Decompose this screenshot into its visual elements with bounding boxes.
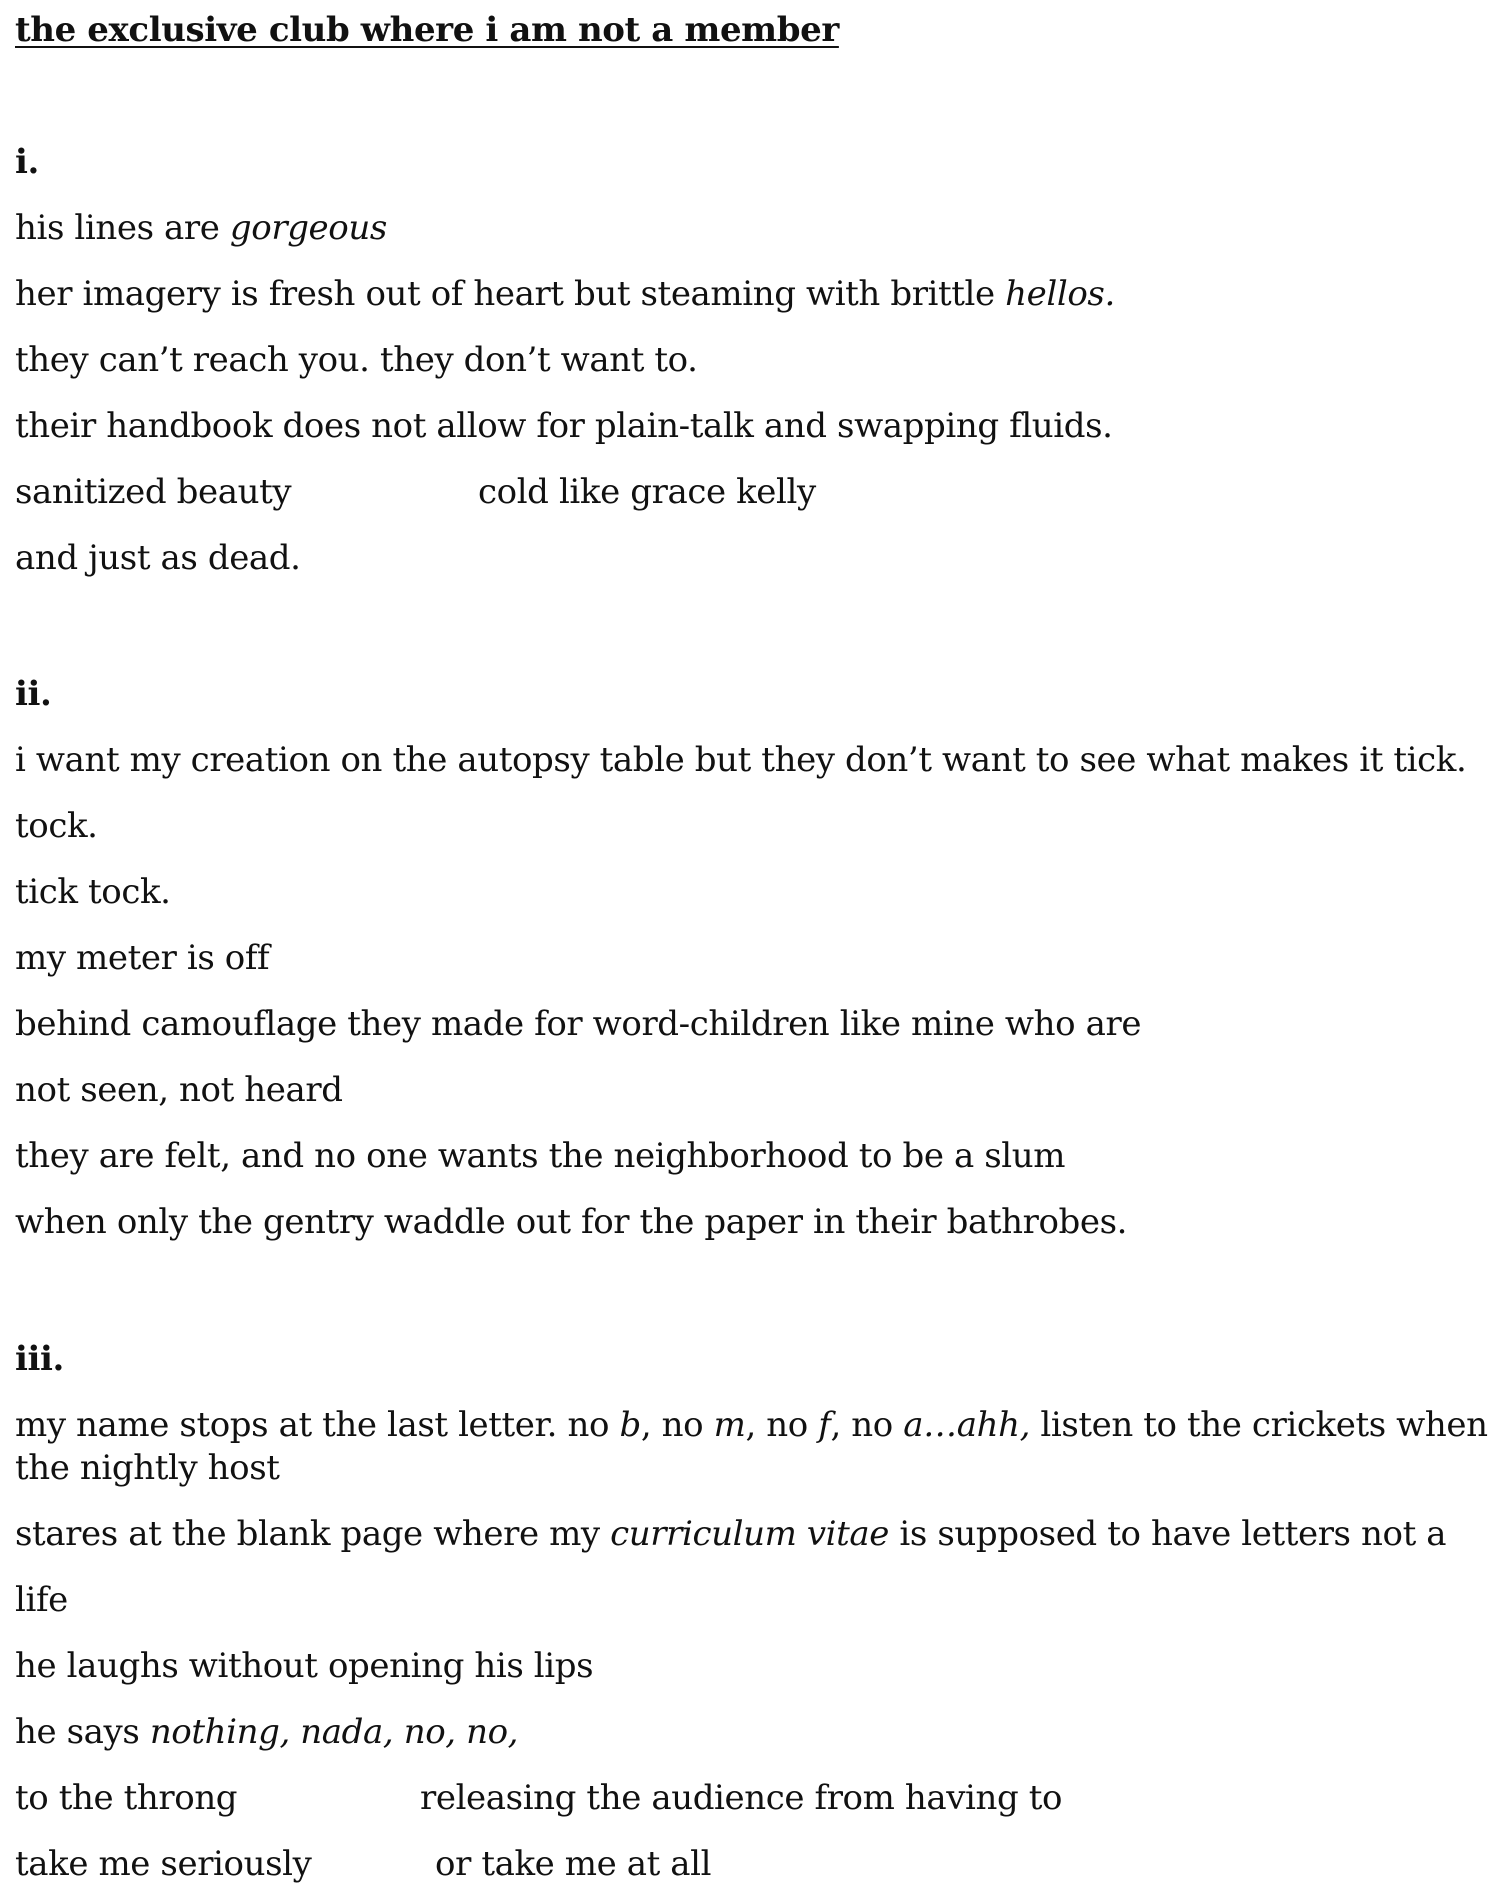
line-left-text: to the throng [15,1778,238,1818]
poem-line-split [15,1842,1335,1886]
line-right-text: or take me at all [435,1844,712,1884]
poem-line: when only the gentry waddle out for the paper in their bathrobes. [15,1202,1128,1242]
poem-line: i want my creation on the autopsy table but they don’t want to see what makes it tick. [15,740,1467,780]
poem-line: he laughs without opening his lips [15,1646,594,1686]
poem-line [15,1710,518,1754]
line-text: , no [830,1405,904,1445]
poem-line [15,272,1115,316]
line-text: , no [640,1405,714,1445]
emphasis-text: gorgeous [229,208,387,248]
poem-line: life [15,1580,68,1620]
poem-line-split [15,1776,1335,1820]
emphasis-text: f [818,1405,831,1445]
line-right-text: cold like grace kelly [478,472,816,512]
emphasis-text: nothing, nada, no, no, [149,1712,519,1752]
emphasis-text: b [619,1405,641,1445]
poem-line: the nightly host [15,1448,280,1488]
section-heading-ii: ii. [15,674,52,714]
section-heading-iii: iii. [15,1339,64,1379]
poem-line: their handbook does not allow for plain-talk and swapping fluids. [15,406,1113,446]
line-text: listen to the crickets when [1030,1405,1488,1445]
poem-line: and just as dead. [15,538,301,578]
poem-title: the exclusive club where i am not a member [15,10,839,50]
emphasis-text: hellos. [1005,274,1115,314]
line-text: , no [745,1405,819,1445]
poem-line: tick tock. [15,872,171,912]
line-left-text: sanitized beauty [15,472,292,512]
line-right-text: releasing the audience from having to [420,1778,1063,1818]
emphasis-text: a…ahh, [903,1405,1030,1445]
poem-line: they are felt, and no one wants the neighborhood to be a slum [15,1136,1066,1176]
line-text: his lines are [15,208,230,248]
poem-line: they can’t reach you. they don’t want to. [15,340,698,380]
poem-line: not seen, not heard [15,1070,343,1110]
line-text: my name stops at the last letter. no [15,1405,620,1445]
line-text: stares at the blank page where my [15,1514,611,1554]
line-text: he says [15,1712,150,1752]
poem-line: tock. [15,806,98,846]
emphasis-text: curriculum vitae [610,1514,889,1554]
section-heading-i: i. [15,142,39,182]
line-left-text: take me seriously [15,1844,312,1884]
poem-line [15,206,387,250]
poem-line: my meter is off [15,938,270,978]
line-text: her imagery is fresh out of heart but steaming with brittle [15,274,1006,314]
emphasis-text: m [713,1405,746,1445]
line-text: is supposed to have letters not a [888,1514,1447,1554]
poem-line [15,1512,1446,1556]
poem-line: behind camouflage they made for word-children like mine who are [15,1004,1142,1044]
poem-line [15,1403,1488,1447]
poem-line-split [15,470,1335,514]
